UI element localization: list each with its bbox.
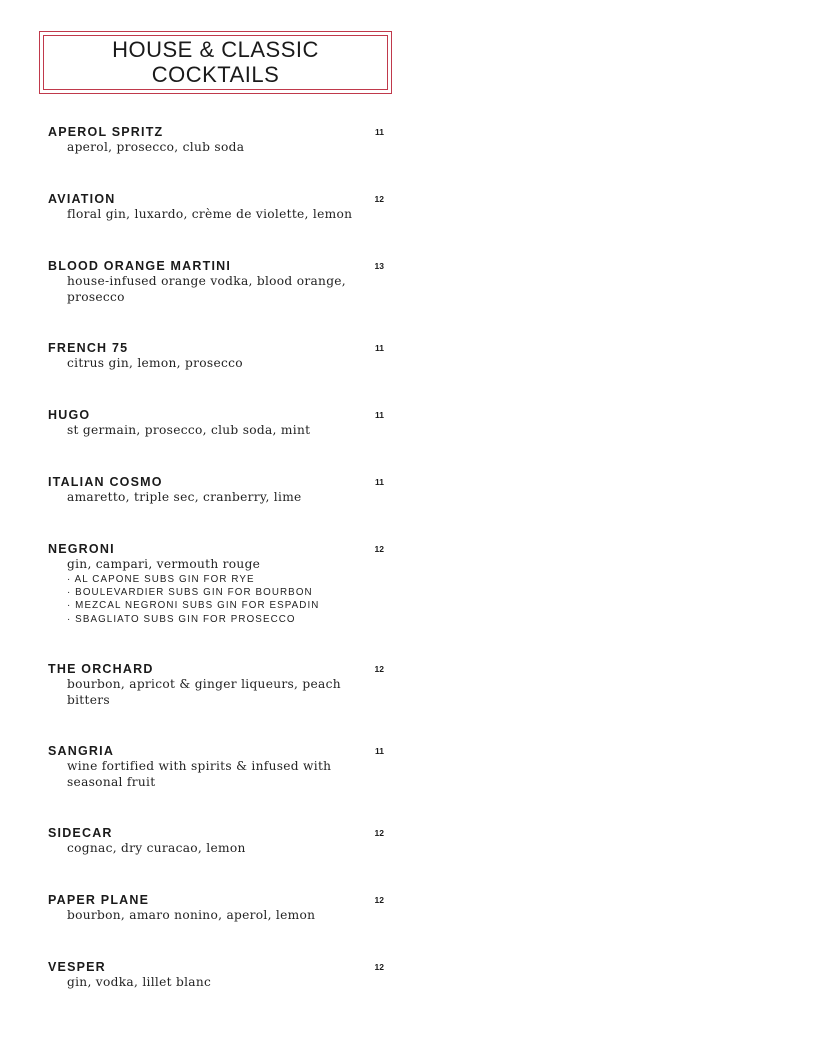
item-price: 12 [374,895,384,905]
item-price: 12 [374,544,384,554]
item-name: PAPER PLANE [48,893,150,907]
item-price: 12 [374,962,384,972]
item-name: APEROL SPRITZ [48,125,164,139]
item-description: aperol, prosecco, club soda [67,140,245,154]
variation-al-capone: · AL CAPONE SUBS GIN FOR RYE [67,574,255,585]
item-description: st germain, prosecco, club soda, mint [67,423,311,437]
item-name: SANGRIA [48,744,115,758]
item-price: 13 [374,261,384,271]
item-price: 12 [374,194,384,204]
item-price: 12 [374,664,384,674]
item-name: ITALIAN COSMO [48,475,163,489]
item-description: amaretto, triple sec, cranberry, lime [67,490,302,504]
item-name: AVIATION [48,192,116,206]
item-name: THE ORCHARD [48,662,154,676]
item-price: 11 [375,410,384,420]
item-name: FRENCH 75 [48,341,129,355]
menu-title-line-2: COCKTAILS [151,62,280,87]
item-name: VESPER [48,960,106,974]
item-description: floral gin, luxardo, crème de violette, lemon [67,207,353,221]
item-description: bourbon, amaro nonino, aperol, lemon [67,908,316,922]
item-description: gin, vodka, lillet blanc [67,975,212,989]
item-name: NEGRONI [48,542,115,556]
negroni-variations-list [67,573,367,626]
item-name: BLOOD ORANGE MARTINI [48,259,232,273]
item-name: SIDECAR [48,826,113,840]
variation-sbagliato: · SBAGLIATO SUBS GIN FOR PROSECCO [67,613,296,625]
item-price: 11 [375,477,384,487]
item-price: 11 [375,343,384,353]
menu-title-line-1: HOUSE & CLASSIC [112,37,319,62]
item-description: gin, campari, vermouth rouge [67,557,261,571]
item-description: cognac, dry curacao, lemon [67,841,246,855]
item-description: citrus gin, lemon, prosecco [67,356,243,370]
variation-boulevardier: · BOULEVARDIER SUBS GIN FOR BOURBON [67,587,313,599]
menu-title [39,37,392,87]
item-description: house-infused orange vodka, blood orange, prosecco [67,274,346,304]
item-price: 12 [374,828,384,838]
item-price: 11 [375,746,384,756]
variation-mezcal-negroni: · MEZCAL NEGRONI SUBS GIN FOR ESPADIN [67,600,320,612]
item-description: bourbon, apricot & ginger liqueurs, peach bitters [67,677,341,707]
item-name: HUGO [48,408,91,422]
item-description: wine fortified with spirits & infused with seasonal fruit [67,759,332,789]
item-price: 11 [375,127,384,137]
